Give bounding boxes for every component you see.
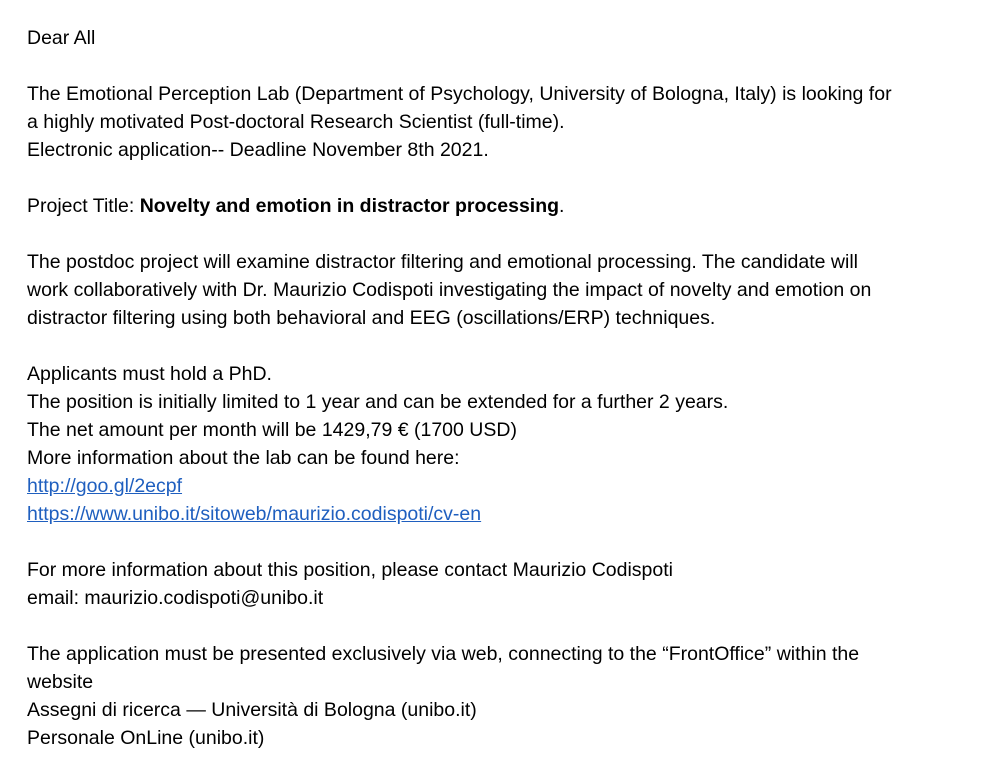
contact-email: email: maurizio.codispoti@unibo.it: [27, 587, 324, 609]
application-assegni: Assegni di ricerca — Università di Bologna (unibo.it): [27, 699, 477, 721]
requirement-duration: The position is initially limited to 1 year and can be extended for a further 2 years.: [27, 391, 729, 413]
requirement-phd: Applicants must hold a PhD.: [27, 363, 272, 385]
spacer: [27, 164, 985, 192]
project-title-label: Project Title:: [27, 195, 140, 217]
intro-deadline: Electronic application-- Deadline November 8th 2021.: [27, 139, 489, 161]
cv-link[interactable]: https://www.unibo.it/sitoweb/maurizio.codispoti/cv-en: [27, 503, 482, 525]
contact-line: For more information about this position, please contact Maurizio Codispoti: [27, 559, 673, 581]
spacer: [27, 220, 985, 248]
project-title-suffix: .: [559, 195, 565, 217]
lab-link[interactable]: http://goo.gl/2ecpf: [27, 475, 183, 497]
description-line-3: distractor filtering using both behavioral and EEG (oscillations/ERP) techniques.: [27, 307, 716, 329]
requirement-salary: The net amount per month will be 1429,79 € (1700 USD): [27, 419, 517, 441]
intro-line-2: a highly motivated Post-doctoral Research Scientist (full-time).: [27, 111, 565, 133]
spacer: [27, 528, 985, 556]
intro-line-1: The Emotional Perception Lab (Department of Psychology, University of Bologna, Italy) is looking for: [27, 83, 892, 105]
application-line-2: website: [27, 671, 94, 693]
application-personale: Personale OnLine (unibo.it): [27, 727, 265, 749]
project-title-line: [27, 192, 985, 220]
spacer: [27, 52, 985, 80]
spacer: [27, 612, 985, 640]
description-line-1: The postdoc project will examine distractor filtering and emotional processing. The candidate will: [27, 251, 858, 273]
lab-info-text: More information about the lab can be found here:: [27, 447, 460, 469]
greeting: Dear All: [27, 27, 96, 49]
application-line-1: The application must be presented exclusively via web, connecting to the “FrontOffice” within the: [27, 643, 860, 665]
project-title: Novelty and emotion in distractor processing: [139, 195, 560, 217]
description-line-2: work collaboratively with Dr. Maurizio Codispoti investigating the impact of novelty and emotion on: [27, 279, 872, 301]
spacer: [27, 332, 985, 360]
